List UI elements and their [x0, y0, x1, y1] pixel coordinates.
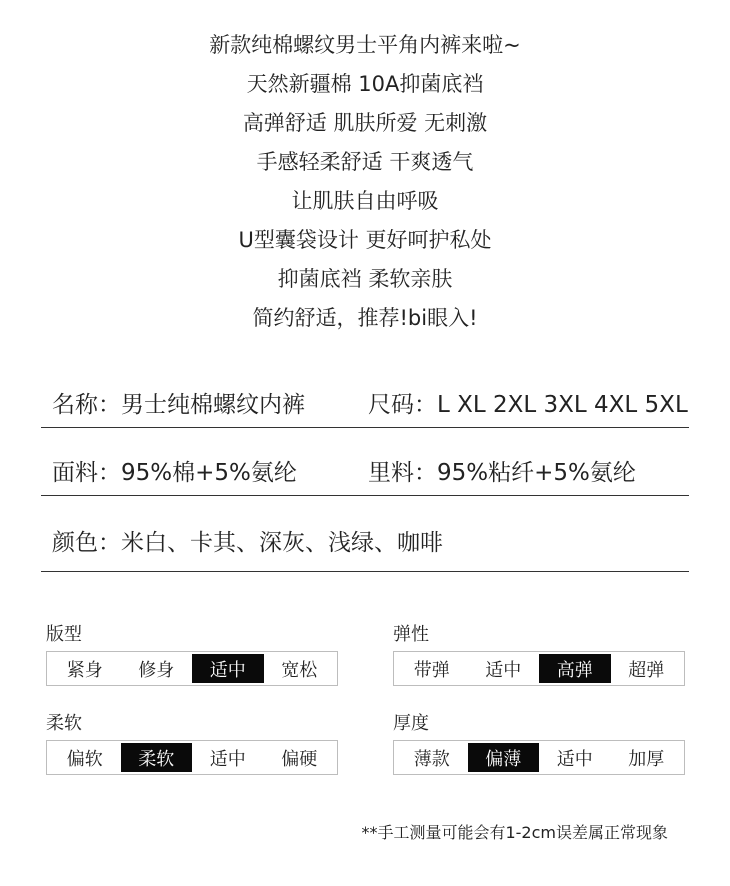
- scale-option-selected: 高弹: [539, 654, 611, 683]
- spec-colors: 颜色：米白、卡其、深灰、浅绿、咖啡: [52, 530, 443, 556]
- scale-title: 柔软: [46, 713, 82, 734]
- measurement-footnote: **手工测量可能会有1-2cm误差属正常现象: [361, 823, 668, 842]
- scale-option: 适中: [485, 659, 522, 681]
- spec-lining: 里料：95%粘纤+5%氨纶: [368, 460, 636, 486]
- scale-title: 版型: [46, 624, 82, 645]
- intro-text: [0, 26, 730, 338]
- scale-option: 宽松: [281, 659, 318, 681]
- scale-elasticity: [393, 623, 685, 686]
- scale-title: 厚度: [393, 713, 429, 734]
- scale-option: 适中: [209, 748, 246, 770]
- intro-line: 新款纯棉螺纹男士平角内裤来啦~: [209, 33, 521, 57]
- scale-option-selected: 偏薄: [468, 743, 540, 772]
- scale-option: 超弹: [628, 659, 665, 681]
- scale-option-selected: 适中: [192, 654, 264, 683]
- scale-title: 弹性: [393, 624, 429, 645]
- divider: [41, 571, 689, 572]
- scale-option: 带弹: [413, 659, 450, 681]
- scale-options: [46, 740, 338, 775]
- scale-options: [393, 651, 685, 686]
- intro-line: 简约舒适，推荐!bi眼入!: [252, 306, 478, 330]
- scale-options: [46, 651, 338, 686]
- scale-option: 紧身: [66, 659, 103, 681]
- scale-options: [393, 740, 685, 775]
- intro-line: 手感轻柔舒适 干爽透气: [256, 150, 474, 174]
- intro-line: 让肌肤自由呼吸: [291, 189, 439, 213]
- scale-thickness: [393, 712, 685, 775]
- divider: [41, 427, 689, 428]
- spec-fabric: 面料：95%棉+5%氨纶: [52, 460, 297, 486]
- intro-line: 高弹舒适 肌肤所爱 无刺激: [242, 111, 488, 135]
- scale-option: 修身: [138, 659, 175, 681]
- scale-option: 偏硬: [281, 748, 318, 770]
- intro-line: U型囊袋设计 更好呵护私处: [238, 228, 492, 252]
- scale-option: 偏软: [66, 748, 103, 770]
- scale-option: 薄款: [413, 748, 450, 770]
- scale-option: 适中: [556, 748, 593, 770]
- scale-softness: [46, 712, 338, 775]
- intro-line: 抑菌底裆 柔软亲肤: [277, 267, 453, 291]
- scale-option-selected: 柔软: [121, 743, 193, 772]
- scale-option: 加厚: [628, 748, 665, 770]
- spec-name: 名称：男士纯棉螺纹内裤: [52, 392, 305, 418]
- intro-line: 天然新疆棉 10A抑菌底裆: [246, 72, 484, 96]
- spec-size: 尺码：L XL 2XL 3XL 4XL 5XL: [368, 392, 688, 418]
- divider: [41, 495, 689, 496]
- scale-fit: [46, 623, 338, 686]
